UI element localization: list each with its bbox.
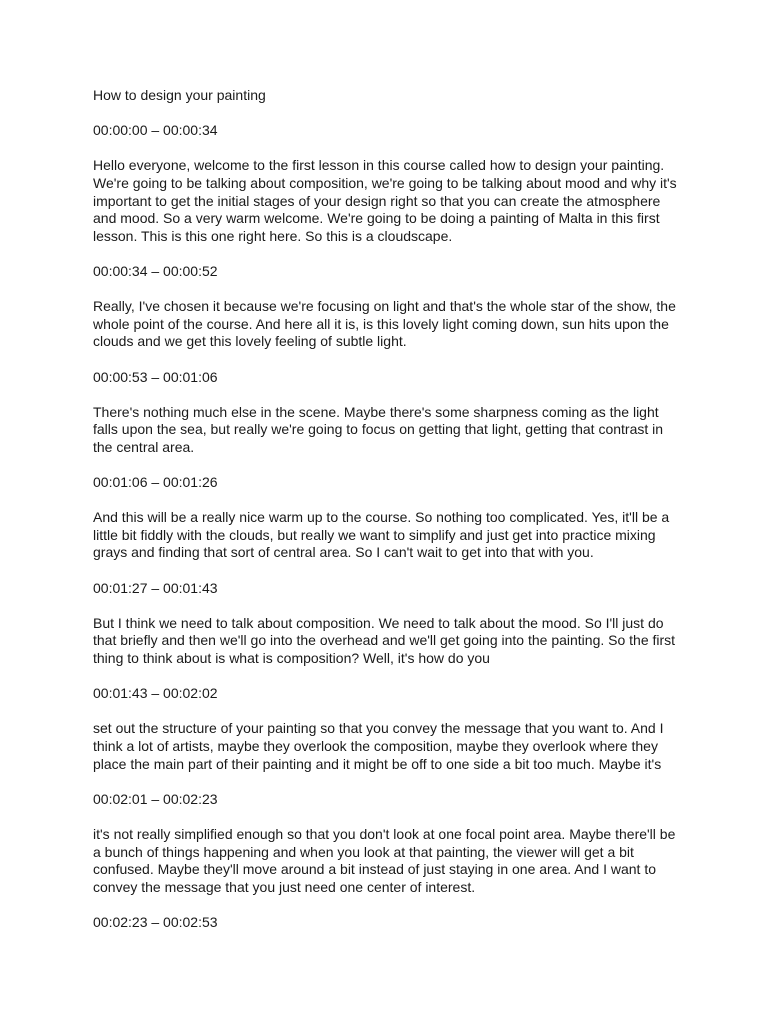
segment-text: Hello everyone, welcome to the first lesson in this course called how to design your painting. We're going to be talking about composition, we're going to be talking about mood and why it's important to get the initial stages of your design right so that you can create the atmosphere and mood. So a very warm welcome. We're going to be doing a painting of Malta in this first lesson. This is this one right here. So this is a cloudscape. — [93, 157, 677, 244]
segment-text: But I think we need to talk about composition. We need to talk about the mood. So I'll just do that briefly and then we'll go into the overhead and we'll get going into the painting. So the first thing to think about is what is composition? Well, it's how do you — [93, 614, 676, 666]
segment-timestamp: 00:01:43 – 00:02:02 — [93, 685, 218, 702]
segment-timestamp: 00:01:27 – 00:01:43 — [93, 579, 218, 596]
segment-text: set out the structure of your painting so that you convey the message that you want to. And I think a lot of artists, maybe they overlook the composition, maybe they overlook where they place the main part of their painting and it might be off to one side a bit too much. Maybe it's — [93, 720, 664, 772]
segment-text: And this will be a really nice warm up to the course. So nothing too complicated. Yes, it'll be a little bit fiddly with the clouds, but really we want to simplify and just get into practice mixing grays and finding that sort of central area. So I can't wait to get into that with you. — [93, 509, 670, 561]
segment-timestamp: 00:00:53 – 00:01:06 — [93, 368, 218, 385]
segment-text: Really, I've chosen it because we're focusing on light and that's the whole star of the show, the whole point of the course. And here all it is, is this lovely light coming down, sun hits upon the clouds and we get this lovely feeling of subtle light. — [93, 298, 676, 350]
segment-text: it's not really simplified enough so that you don't look at one focal point area. Maybe there'll be a bunch of things happening and when you look at that painting, the viewer will get a bit confused. Maybe they'll move around a bit instead of just staying in one area. And I want to convey the message that you just need one center of interest. — [93, 825, 676, 895]
segment-timestamp: 00:02:01 – 00:02:23 — [93, 790, 218, 807]
segment-timestamp: 00:00:34 – 00:00:52 — [93, 262, 218, 279]
segment-timestamp: 00:00:00 – 00:00:34 — [93, 122, 218, 139]
segment-text: There's nothing much else in the scene. Maybe there's some sharpness coming as the light falls upon the sea, but really we're going to focus on getting that light, getting that contrast in the central area. — [93, 403, 664, 455]
document-title: How to design your painting — [93, 87, 266, 103]
segment-timestamp: 00:01:06 – 00:01:26 — [93, 474, 218, 491]
transcript-content — [93, 87, 683, 949]
segment-timestamp: 00:02:23 – 00:02:53 — [93, 913, 218, 930]
